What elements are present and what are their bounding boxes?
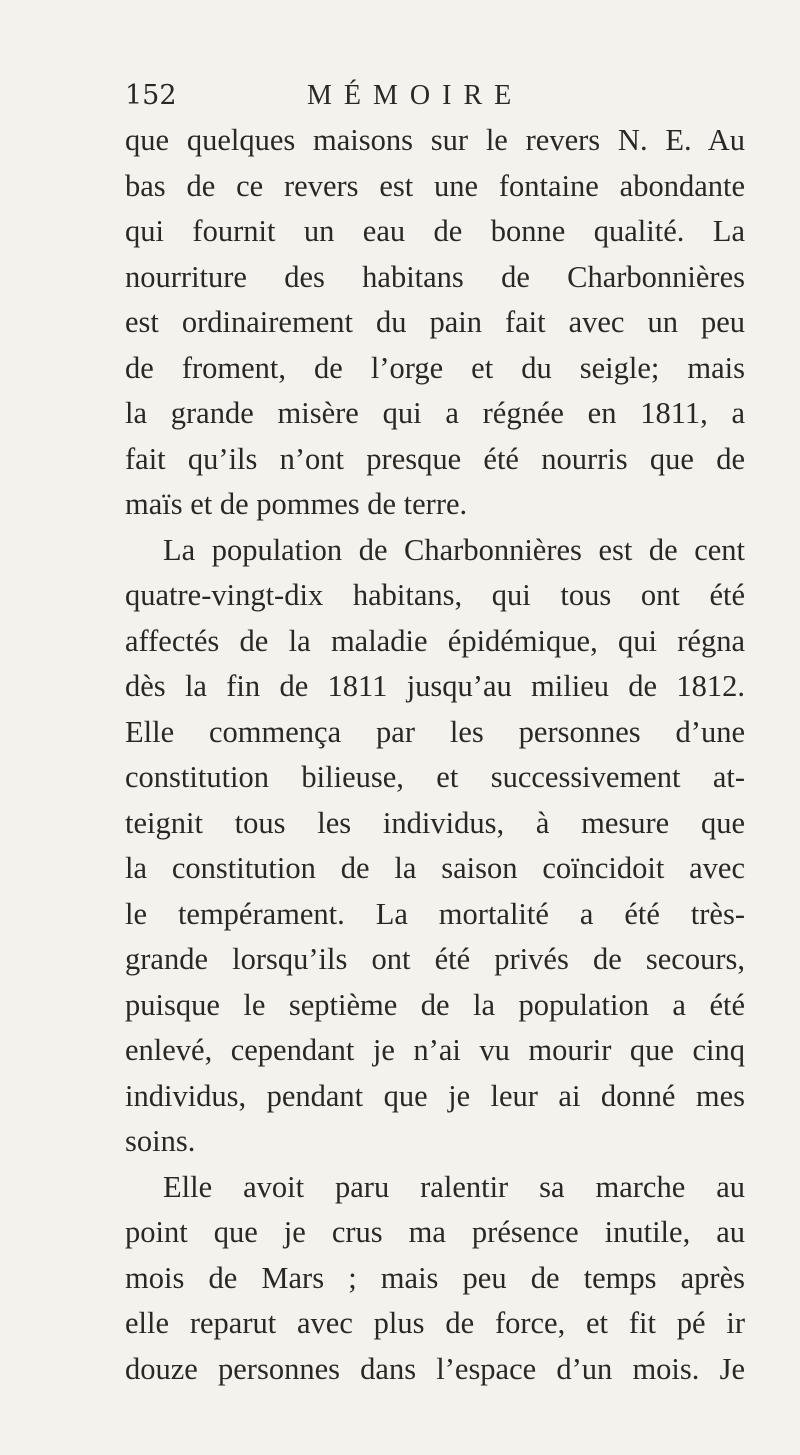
text-line: bas de ce revers est une fontaine abondante: [125, 168, 745, 203]
text-line: dès la fin de 1811 jusqu’au milieu de 1812.: [125, 669, 745, 703]
text-line: la constitution de la saison coïncidoit avec: [125, 851, 745, 885]
text-line: quatre-vingt-dix habitans, qui tous ont été: [125, 578, 745, 612]
text-line: La population de Charbonnières est de cent: [163, 532, 745, 567]
text-line: le tempérament. La mortalité a été très-: [125, 896, 745, 931]
text-line: Elle avoit paru ralentir sa marche au: [163, 1169, 745, 1204]
text-line: est ordinairement du pain fait avec un peu: [125, 305, 745, 339]
text-line: fait qu’ils n’ont presque été nourris que de: [125, 441, 745, 476]
running-head: MÉMOIRE: [307, 80, 524, 111]
page-header: [0, 60, 800, 120]
text-line: que quelques maisons sur le revers N. E. Au: [125, 123, 745, 157]
text-line: maïs et de pommes de terre.: [125, 487, 468, 521]
text-line: de froment, de l’orge et du seigle; mais: [125, 350, 745, 385]
body-text: [125, 118, 745, 1392]
text-line: mois de Mars ; mais peu de temps après: [125, 1260, 745, 1295]
text-line: soins.: [125, 1124, 196, 1158]
text-line: teignit tous les individus, à mesure que: [125, 805, 745, 840]
text-line: qui fournit un eau de bonne qualité. La: [125, 214, 745, 248]
text-line: puisque le septième de la population a été: [125, 987, 745, 1022]
text-line: enlevé, cependant je n’ai vu mourir que cinq: [125, 1033, 745, 1067]
text-line: Elle commença par les personnes d’une: [125, 714, 745, 749]
text-line: individus, pendant que je leur ai donné mes: [125, 1078, 745, 1113]
text-line: constitution bilieuse, et successivement at-: [125, 760, 745, 794]
text-line: point que je crus ma présence inutile, au: [125, 1215, 745, 1249]
text-line: elle reparut avec plus de force, et fit pé ir: [125, 1306, 745, 1340]
text-line: nourriture des habitans de Charbonnières: [125, 259, 745, 294]
page-number: 152: [125, 80, 177, 111]
text-line: affectés de la maladie épidémique, qui régna: [125, 623, 745, 658]
text-line: douze personnes dans l’espace d’un mois. Je: [125, 1351, 745, 1386]
text-line: la grande misère qui a régnée en 1811, a: [125, 396, 745, 430]
text-line: grande lorsqu’ils ont été privés de secours,: [125, 942, 745, 976]
